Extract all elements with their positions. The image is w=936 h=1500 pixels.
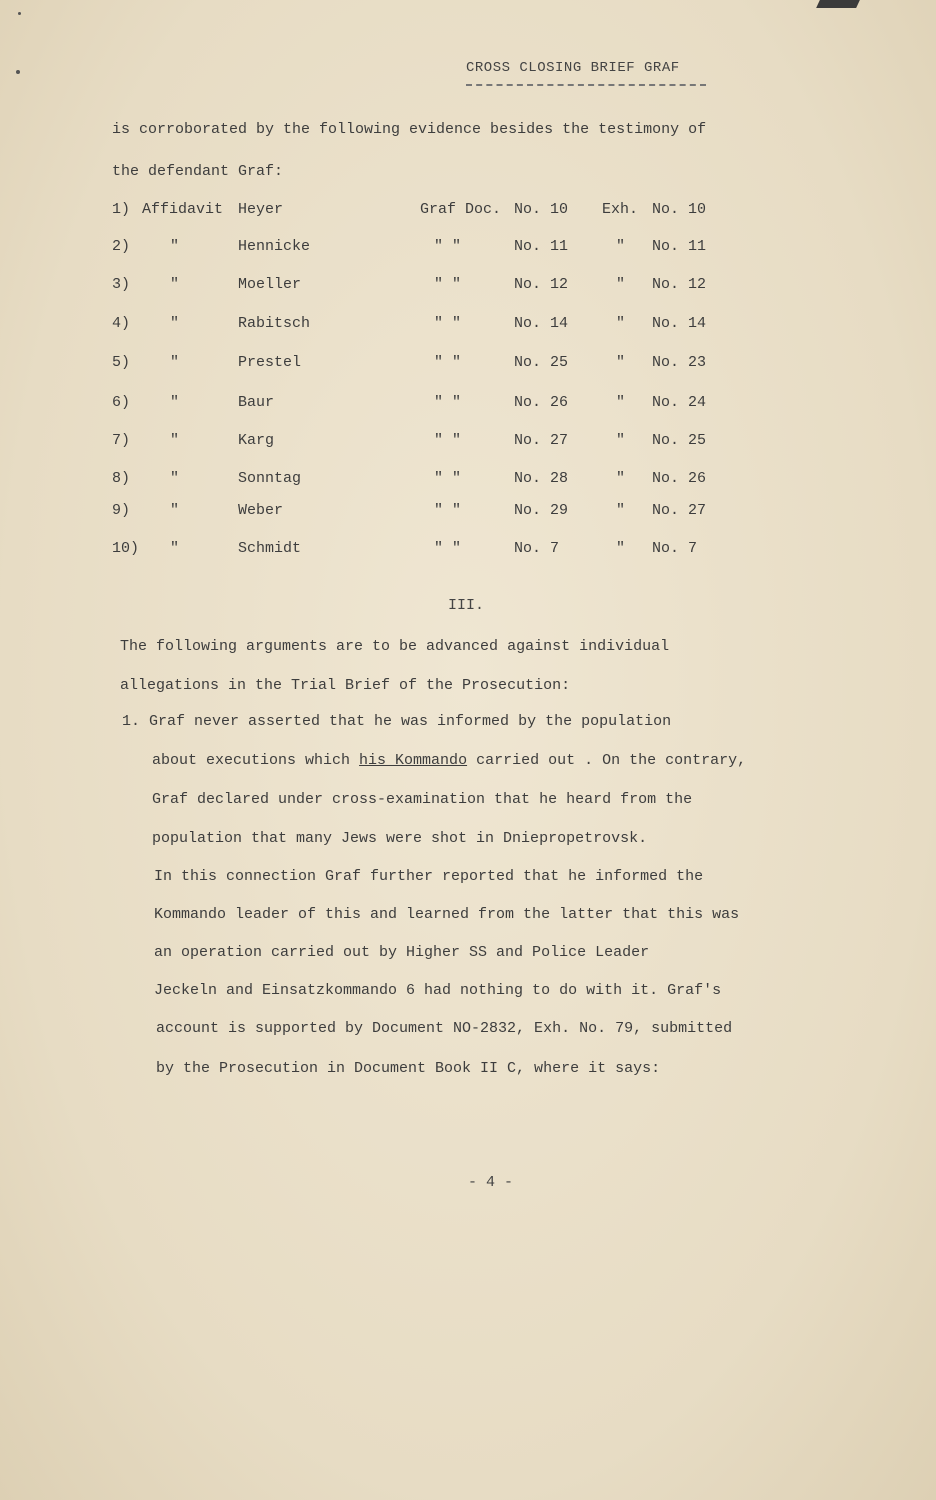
exhibit-exh-number: No. 11 — [652, 238, 707, 255]
exhibit-number: 10) — [112, 540, 140, 557]
exhibit-name: Sonntag — [238, 470, 302, 487]
exhibit-exh-number: No. 12 — [652, 276, 707, 293]
exhibit-row — [112, 432, 732, 454]
exhibit-number: 5) — [112, 354, 131, 371]
exhibit-type: " — [170, 354, 180, 371]
exhibit-doc-label: Graf Doc. — [420, 201, 502, 218]
exhibit-name: Heyer — [238, 201, 284, 218]
point-1-line-5: In this connection Graf further reported that he informed the — [154, 868, 704, 885]
exhibit-doc-number: No. 25 — [514, 354, 569, 371]
exhibit-doc-number: No. 11 — [514, 238, 569, 255]
exhibit-doc-number: No. 28 — [514, 470, 569, 487]
exhibit-row — [112, 238, 732, 260]
point-1-line-1: 1. Graf never asserted that he was informed by the population — [122, 713, 672, 730]
exhibit-exh-label: " — [616, 354, 626, 371]
exhibit-doc-number: No. 10 — [514, 201, 569, 218]
exhibit-exh-number: No. 10 — [652, 201, 707, 218]
exhibit-exh-number: No. 27 — [652, 502, 707, 519]
exhibit-exh-label: " — [616, 315, 626, 332]
exhibit-number: 3) — [112, 276, 131, 293]
exhibit-doc-label: " " — [434, 470, 462, 487]
intro-line-2: the defendant Graf: — [112, 163, 284, 180]
exhibit-exh-label: " — [616, 540, 626, 557]
exhibit-doc-label: " " — [434, 540, 462, 557]
exhibit-exh-label: " — [616, 238, 626, 255]
point-1-line-3: Graf declared under cross-examination that he heard from the — [152, 791, 693, 808]
exhibit-type: " — [170, 315, 180, 332]
exhibit-doc-number: No. 7 — [514, 540, 560, 557]
exhibit-row — [112, 540, 732, 562]
exhibit-name: Karg — [238, 432, 275, 449]
exhibit-row — [112, 394, 732, 416]
exhibit-doc-label: " " — [434, 432, 462, 449]
underlined-phrase: his Kommando — [359, 752, 468, 769]
section-number: III. — [448, 597, 485, 614]
exhibit-name: Moeller — [238, 276, 302, 293]
section-intro-line-2: allegations in the Trial Brief of the Prosecution: — [120, 677, 571, 694]
exhibit-type: " — [170, 276, 180, 293]
exhibit-exh-number: No. 26 — [652, 470, 707, 487]
exhibit-row — [112, 315, 732, 337]
exhibit-name: Schmidt — [238, 540, 302, 557]
exhibit-doc-number: No. 14 — [514, 315, 569, 332]
exhibit-type: " — [170, 238, 180, 255]
exhibit-number: 2) — [112, 238, 131, 255]
intro-line-1: is corroborated by the following evidence besides the testimony of — [112, 121, 707, 138]
exhibit-exh-label: " — [616, 276, 626, 293]
exhibit-doc-number: No. 12 — [514, 276, 569, 293]
exhibit-doc-label: " " — [434, 315, 462, 332]
exhibit-doc-label: " " — [434, 238, 462, 255]
point-1-line-2 — [152, 752, 746, 769]
point-1-line-7: an operation carried out by Higher SS and Police Leader — [154, 944, 650, 961]
exhibit-doc-label: " " — [434, 276, 462, 293]
exhibit-exh-label: " — [616, 502, 626, 519]
point-1-line-8: Jeckeln and Einsatzkommando 6 had nothing to do with it. Graf's — [154, 982, 722, 999]
header-underline — [466, 84, 706, 86]
exhibit-row — [112, 276, 732, 298]
point-1-line-2-start: about executions which — [152, 752, 360, 769]
exhibit-number: 6) — [112, 394, 131, 411]
punch-mark-top — [18, 12, 21, 15]
punch-mark — [16, 70, 20, 74]
exhibit-exh-label: " — [616, 394, 626, 411]
point-1-line-4: population that many Jews were shot in Dniepropetrovsk. — [152, 830, 648, 847]
exhibit-number: 8) — [112, 470, 131, 487]
exhibit-doc-label: " " — [434, 502, 462, 519]
exhibit-exh-number: No. 25 — [652, 432, 707, 449]
exhibit-row — [112, 502, 732, 524]
exhibit-row — [112, 201, 732, 223]
exhibit-row — [112, 470, 732, 492]
exhibit-number: 9) — [112, 502, 131, 519]
exhibit-row — [112, 354, 732, 376]
exhibit-exh-label: " — [616, 470, 626, 487]
exhibit-exh-label: " — [616, 432, 626, 449]
section-intro-line-1: The following arguments are to be advanced against individual — [120, 638, 670, 655]
point-1-line-6: Kommando leader of this and learned from the latter that this was — [154, 906, 740, 923]
exhibit-name: Weber — [238, 502, 284, 519]
page-header-title: CROSS CLOSING BRIEF GRAF — [466, 60, 680, 76]
exhibit-exh-label: Exh. — [602, 201, 639, 218]
exhibit-name: Prestel — [238, 354, 302, 371]
exhibit-type: " — [170, 394, 180, 411]
exhibit-exh-number: No. 23 — [652, 354, 707, 371]
exhibit-exh-number: No. 14 — [652, 315, 707, 332]
point-1-line-9: account is supported by Document NO-2832, Exh. No. 79, submitted — [156, 1020, 733, 1037]
corner-ink-mark — [816, 0, 860, 8]
exhibit-type: " — [170, 540, 180, 557]
exhibit-type: " — [170, 502, 180, 519]
exhibit-exh-number: No. 24 — [652, 394, 707, 411]
page-number: - 4 - — [468, 1174, 514, 1191]
exhibit-number: 4) — [112, 315, 131, 332]
exhibit-type: " — [170, 432, 180, 449]
exhibit-doc-number: No. 27 — [514, 432, 569, 449]
exhibit-doc-label: " " — [434, 394, 462, 411]
exhibit-name: Rabitsch — [238, 315, 311, 332]
exhibit-name: Hennicke — [238, 238, 311, 255]
point-1-line-10: by the Prosecution in Document Book II C, where it says: — [156, 1060, 661, 1077]
exhibit-number: 7) — [112, 432, 131, 449]
exhibit-name: Baur — [238, 394, 275, 411]
exhibit-doc-label: " " — [434, 354, 462, 371]
point-1-line-2-end: carried out . On the contrary, — [467, 752, 747, 769]
exhibit-type: " — [170, 470, 180, 487]
exhibit-doc-number: No. 26 — [514, 394, 569, 411]
exhibit-number: 1) — [112, 201, 131, 218]
exhibit-doc-number: No. 29 — [514, 502, 569, 519]
exhibit-type: Affidavit — [142, 201, 224, 218]
exhibit-exh-number: No. 7 — [652, 540, 698, 557]
